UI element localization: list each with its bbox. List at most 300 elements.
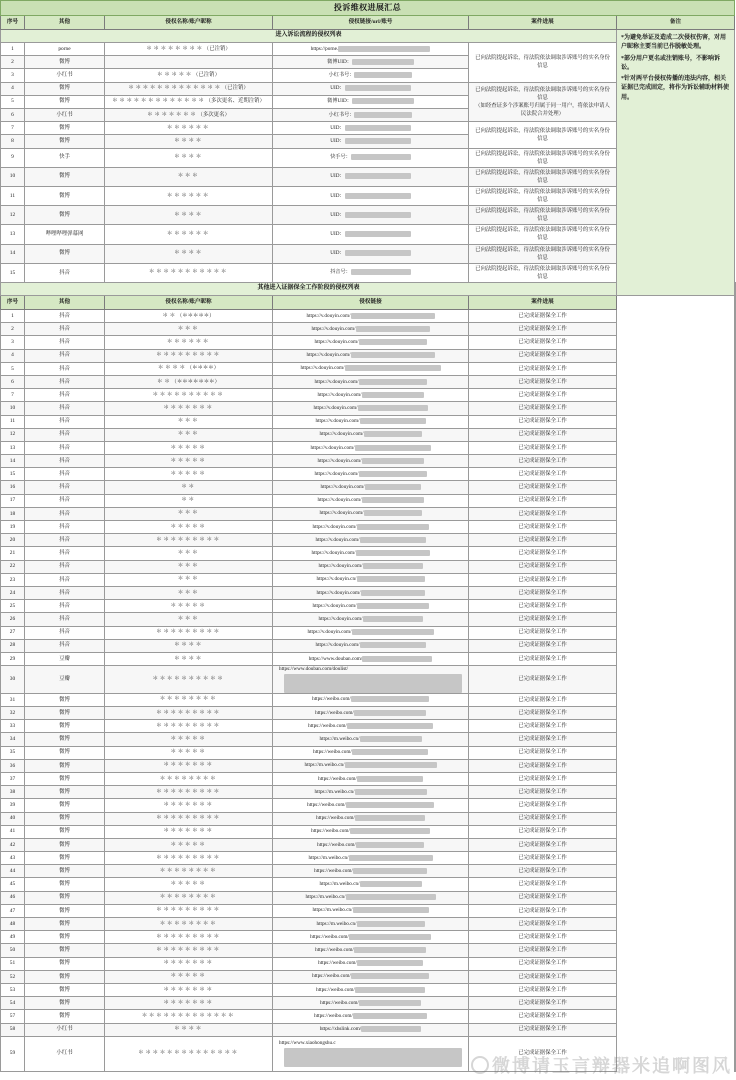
link-text: 快手号： [330,154,351,161]
redaction-mask [360,537,426,543]
cell-link[interactable] [273,825,469,838]
table-row[interactable] [1,310,736,323]
redaction-mask [355,987,425,993]
redacted-name: ＊＊ [157,378,172,385]
cell-seq: 47 [1,904,25,917]
cell-link[interactable] [273,43,469,56]
cell-platform: 微博 [25,56,105,69]
table-row[interactable] [1,666,736,694]
redacted-name: ＊＊＊＊＊＊＊ [163,986,214,993]
cell-link[interactable] [273,560,469,573]
table-row[interactable] [1,507,736,520]
redacted-name: ＊＊＊＊ [174,1026,203,1033]
cell-platform: 抖音 [25,455,105,468]
redacted-name: ＊＊＊ [177,615,200,622]
link-text: UID： [330,173,345,180]
table-row[interactable] [1,918,736,931]
notes-cell-secondary [735,283,736,1072]
cell-platform: 抖音 [25,626,105,639]
cell-account-name: ＊＊（＊＊＊＊＊＊＊） [105,375,273,388]
table-row[interactable] [1,573,736,586]
link-text: 微博UID： [327,98,352,105]
col-header-account-name-2: 侵权名称/账户昵称 [105,296,273,310]
cell-link[interactable] [273,481,469,494]
table-row[interactable] [1,481,736,494]
cell-link[interactable] [273,263,469,282]
note-line: *为避免举证及造成二次侵权伤害，对用户昵称主要当前已作脱敏处理。 [621,35,727,51]
cell-link[interactable] [273,206,469,225]
cell-link[interactable] [273,707,469,720]
table-row[interactable] [1,812,736,825]
redaction-mask [353,868,427,874]
cell-seq: 11 [1,415,25,428]
table-row[interactable] [1,323,736,336]
table-row[interactable] [1,707,736,720]
link-text: https://v.douyin.com/ [312,602,357,609]
redaction-mask [362,392,424,398]
table-row[interactable] [1,560,736,573]
table-row[interactable] [1,547,736,560]
table-row[interactable] [1,693,736,706]
cell-progress: 已完成证据保全工作 [469,652,617,665]
cell-seq: 1 [1,310,25,323]
cell-seq: 10 [1,167,25,186]
table-row[interactable] [1,759,736,772]
cell-platform: 小红书 [25,108,105,121]
cell-link[interactable] [273,772,469,785]
cell-link[interactable] [273,652,469,665]
table-row[interactable] [1,362,736,375]
table-row[interactable] [1,441,736,454]
cell-link[interactable] [273,402,469,415]
redaction-mask [365,484,421,490]
cell-seq: 7 [1,389,25,402]
redacted-name: ＊＊＊＊＊＊＊＊＊＊＊＊＊ [112,98,206,105]
table-row[interactable] [1,586,736,599]
link-text: https://www.xiaohongshu.c [279,1040,336,1047]
redaction-mask [362,458,424,464]
cell-link[interactable] [273,521,469,534]
cell-link[interactable] [273,838,469,851]
table-row[interactable] [1,746,736,759]
table-row[interactable] [1,733,736,746]
cell-progress: 已完成证据保全工作 [469,1010,617,1023]
table-row[interactable] [1,613,736,626]
redaction-mask [355,789,427,795]
table-row[interactable] [1,983,736,996]
cell-seq: 12 [1,206,25,225]
cell-link[interactable] [273,639,469,652]
note-line: *部分用户更名或注销账号，不影响诉讼。 [621,55,721,71]
redaction-mask [357,960,423,966]
redacted-name: ＊＊＊ [177,510,200,517]
cell-link[interactable] [273,720,469,733]
table-row[interactable] [1,534,736,547]
cell-account-name [105,852,273,865]
cell-link[interactable] [273,997,469,1010]
table-row[interactable] [1,389,736,402]
link-text: https://weibo.com/ [314,1013,353,1020]
col-header-platform-2: 其他 [25,296,105,310]
cell-link[interactable] [273,225,469,244]
table-row[interactable] [1,786,736,799]
table-row[interactable] [1,349,736,362]
cell-link[interactable] [273,613,469,626]
redacted-name: ＊＊ [181,484,196,491]
cell-link[interactable] [273,375,469,388]
redacted-name: ＊＊＊＊＊＊＊＊＊＊＊＊＊ [141,1012,236,1019]
table-row[interactable] [1,852,736,865]
cell-progress: 已完成证据保全工作 [469,838,617,851]
table-row[interactable] [1,428,736,441]
cell-link[interactable] [273,95,469,108]
redacted-name: ＊＊＊＊＊ [170,470,207,477]
cell-link[interactable] [273,323,469,336]
cell-progress: 已完成证据保全工作 [469,349,617,362]
cell-account-name [105,613,273,626]
redaction-mask [357,921,425,927]
cell-seq: 19 [1,521,25,534]
table-row[interactable] [1,891,736,904]
cell-platform: 微博 [25,904,105,917]
cell-link[interactable] [273,547,469,560]
redacted-name: ＊＊＊＊＊＊＊＊＊ [156,815,221,822]
cell-link[interactable] [273,108,469,121]
redacted-name: ＊＊＊＊＊＊＊＊＊ [156,854,221,861]
cell-link[interactable] [273,69,469,82]
cell-link[interactable] [273,666,469,694]
cell-account-name [105,693,273,706]
cell-link[interactable] [273,336,469,349]
cell-platform: 微博 [25,865,105,878]
cell-platform: 抖音 [25,263,105,282]
cell-link[interactable] [273,812,469,825]
cell-link[interactable] [273,468,469,481]
cell-progress: 已完成证据保全工作 [469,455,617,468]
cell-link[interactable] [273,455,469,468]
cell-link[interactable] [273,135,469,148]
cell-progress: 已完成证据保全工作 [469,878,617,891]
link-text: https://v.douyin.com/ [306,312,351,319]
cell-account-name: ＊＊＊＊（＊＊＊＊） [105,362,273,375]
table-row[interactable] [1,600,736,613]
cell-account-name [105,707,273,720]
cell-link[interactable] [273,362,469,375]
cell-progress: 已完成证据保全工作 [469,918,617,931]
link-text: https://v.douyin.com/ [314,339,359,346]
col-header-progress: 案件进展 [469,16,617,30]
cell-link[interactable] [273,759,469,772]
cell-account-name [105,786,273,799]
table-row[interactable] [1,772,736,785]
cell-link[interactable] [273,534,469,547]
link-text: https://weibo.com/ [312,696,351,703]
cell-account-name [105,547,273,560]
cell-link[interactable] [273,1036,469,1071]
cell-link[interactable] [273,56,469,69]
cell-platform: 微博 [25,746,105,759]
redaction-mask [354,947,426,953]
redacted-name: ＊＊＊＊＊ [170,457,207,464]
redaction-mask [357,776,423,782]
cell-account-name [105,891,273,904]
table-row[interactable] [1,931,736,944]
cell-seq: 14 [1,455,25,468]
redacted-name: ＊＊＊＊＊＊＊＊＊＊＊ [148,269,229,276]
cell-link[interactable] [273,891,469,904]
cell-account-name [105,733,273,746]
table-row[interactable] [1,720,736,733]
table-row[interactable] [1,375,736,388]
redaction-mask [345,138,411,144]
table-row[interactable] [1,652,736,665]
table-row[interactable] [1,799,736,812]
cell-account-name: ＊＊＊＊＊＊＊＊＊＊＊＊＊（多次更名、近期注销） [105,95,273,108]
redaction-mask [359,1000,421,1006]
link-text: https://m.weibo.cn/ [319,881,360,888]
redaction-mask [358,405,428,411]
cell-platform: 微博 [25,918,105,931]
cell-link[interactable] [273,799,469,812]
table-row[interactable] [1,626,736,639]
cell-account-name: ＊＊＊＊＊＊＊＊（已注销） [105,43,273,56]
table-row[interactable] [1,957,736,970]
cell-platform: 抖音 [25,494,105,507]
cell-link[interactable] [273,904,469,917]
cell-link[interactable] [273,957,469,970]
cell-link[interactable] [273,573,469,586]
cell-link[interactable] [273,693,469,706]
cell-link[interactable] [273,944,469,957]
cell-seq: 52 [1,970,25,983]
cell-seq: 27 [1,626,25,639]
table-row[interactable] [1,878,736,891]
link-text: https://v.douyin.com/ [317,497,362,504]
cell-link[interactable] [273,415,469,428]
cell-account-name [105,455,273,468]
cell-link[interactable] [273,441,469,454]
redaction-mask [356,550,430,556]
redaction-mask [345,231,411,237]
cell-account-name [105,586,273,599]
cell-account-name: ＊＊＊＊＊＊＊（多次更名） [105,108,273,121]
cell-progress: 已向法院提起诉讼，待法院依法调取涉诉账号的实名身份信息 [469,225,617,244]
cell-platform: 抖音 [25,362,105,375]
cell-link[interactable] [273,244,469,263]
table-row[interactable] [1,1023,736,1036]
link-text: https://m.weibo.cn/ [304,762,345,769]
table-row[interactable] [1,970,736,983]
cell-account-name [105,957,273,970]
cell-seq: 36 [1,759,25,772]
cell-progress: 已完成证据保全工作 [469,865,617,878]
cell-link[interactable] [273,349,469,362]
cell-link[interactable] [273,167,469,186]
redacted-name: ＊＊＊＊＊＊＊ [163,960,214,967]
cell-platform: 抖音 [25,349,105,362]
cell-progress: 已完成证据保全工作 [469,573,617,586]
table-row[interactable] [1,468,736,481]
cell-link[interactable] [273,82,469,95]
cell-account-name [105,402,273,415]
cell-link[interactable] [273,428,469,441]
cell-account-name [105,56,273,69]
link-text: https://m.weibo.cn/ [316,920,357,927]
cell-link[interactable] [273,494,469,507]
redacted-name: ＊＊ [162,312,177,319]
notes-cell-main [617,30,735,296]
cell-progress: 已完成证据保全工作 [469,970,617,983]
cell-link[interactable] [273,970,469,983]
redaction-mask [352,59,414,65]
cell-seq: 25 [1,600,25,613]
cell-link[interactable] [273,931,469,944]
link-text: https://m.weibo.cn/ [319,736,360,743]
link-text: 小红书号： [328,111,355,118]
redacted-name: ＊＊＊ [177,325,200,332]
table-row[interactable] [1,838,736,851]
cell-platform: 抖音 [25,507,105,520]
cell-progress: 已完成证据保全工作 [469,481,617,494]
section-title-1: 进入诉讼流程的侵权列表 [1,30,617,43]
cell-link[interactable] [273,626,469,639]
link-text: UID： [330,250,345,257]
redacted-name: ＊＊＊＊ [174,642,203,649]
cell-account-name [105,652,273,665]
cell-progress: 已完成证据保全工作 [469,613,617,626]
redacted-name: ＊＊＊＊＊＊＊＊＊ [156,722,221,729]
redacted-name: ＊＊＊＊＊＊ [166,230,211,237]
redaction-mask [350,828,430,834]
table-row[interactable] [1,494,736,507]
cell-link[interactable] [273,852,469,865]
cell-seq: 22 [1,560,25,573]
redaction-mask [351,696,429,702]
redaction-mask [346,802,434,808]
redaction-mask [346,894,436,900]
table-row[interactable] [1,1010,736,1023]
table-row[interactable] [1,455,736,468]
table-row[interactable] [1,865,736,878]
cell-progress: 已完成证据保全工作 [469,997,617,1010]
cell-progress: 已完成证据保全工作 [469,468,617,481]
cell-platform: 抖音 [25,639,105,652]
cell-platform: 微博 [25,812,105,825]
cell-seq: 51 [1,957,25,970]
link-text: https://weibo.com/ [314,868,353,875]
table-row[interactable] [1,825,736,838]
link-text: https://weibo.com/ [320,999,359,1006]
cell-account-name [105,336,273,349]
cell-link[interactable] [273,310,469,323]
redaction-mask [357,576,425,582]
cell-link[interactable] [273,918,469,931]
cell-seq: 2 [1,56,25,69]
cell-link[interactable] [273,983,469,996]
link-text: https://v.douyin.com/ [311,326,356,333]
table-row[interactable] [1,944,736,957]
cell-platform: 小红书 [25,69,105,82]
cell-account-name [105,666,273,694]
table-row[interactable] [1,904,736,917]
cell-platform: 微博 [25,983,105,996]
cell-progress: 已完成证据保全工作 [469,586,617,599]
redacted-name: ＊＊＊＊＊＊＊＊ [159,920,218,927]
cell-account-name [105,878,273,891]
redacted-name: ＊＊＊＊＊＊ [166,339,211,345]
cell-progress: 已向法院提起诉讼，待法院依法调取涉诉账号的实名身份信息 （如经查证多个涉案账号归属于同一用户，将依法申请人民法院合并处理） [469,82,617,122]
table-row[interactable] [1,1036,736,1071]
cell-seq: 48 [1,918,25,931]
link-text: https://v.douyin.com/ [317,457,362,464]
cell-seq: 30 [1,666,25,694]
cell-link[interactable] [273,586,469,599]
cell-link[interactable] [273,878,469,891]
cell-seq: 45 [1,878,25,891]
cell-account-name [105,865,273,878]
cell-link[interactable] [273,600,469,613]
link-text: https://weibo.com/ [318,775,357,782]
redacted-name: ＊＊＊＊ [174,137,203,144]
redacted-name: ＊＊＊＊ [157,365,187,372]
link-text: https://v.douyin.com/ [311,550,356,557]
cell-link[interactable] [273,733,469,746]
redacted-name: ＊＊＊＊＊ [170,602,207,609]
cell-seq: 37 [1,772,25,785]
cell-link[interactable] [273,507,469,520]
cell-account-name [105,323,273,336]
cell-link[interactable] [273,148,469,167]
table-row[interactable] [1,997,736,1010]
redaction-mask [355,445,431,451]
table-row[interactable] [1,639,736,652]
cell-account-name [105,799,273,812]
table-row[interactable] [1,336,736,349]
cell-link[interactable] [273,1023,469,1036]
table-row[interactable] [1,521,736,534]
cell-link[interactable] [273,186,469,205]
table-row[interactable] [1,402,736,415]
table-row[interactable] [1,415,736,428]
cell-platform: 微博 [25,957,105,970]
redacted-name: ＊＊＊＊＊ [170,736,207,742]
table-body [1,1,736,1072]
cell-link[interactable] [273,786,469,799]
cell-account-name [105,970,273,983]
watermark-text: 微博请玉言辩器米追啊图风 [492,1056,732,1076]
cell-account-name [105,263,273,282]
cell-link[interactable] [273,1010,469,1023]
cell-link[interactable] [273,746,469,759]
redaction-mask [357,524,429,530]
redaction-mask [345,212,411,218]
redaction-mask [345,85,411,91]
cell-link[interactable] [273,122,469,135]
redaction-mask [361,1026,421,1032]
cell-link[interactable] [273,865,469,878]
cell-platform: 微博 [25,244,105,263]
redacted-name: ＊＊＊＊＊ [170,841,207,848]
cell-progress: 已完成证据保全工作 [469,639,617,652]
cell-platform: 微博 [25,167,105,186]
cell-seq: 1 [1,43,25,56]
link-text: https://xhslink.com/ [319,1026,362,1033]
cell-link[interactable] [273,389,469,402]
table-header-row [1,16,736,30]
cell-progress: 已向法院提起诉讼，待法院依法调取涉诉账号的实名身份信息 [469,43,617,83]
cell-progress: 已完成证据保全工作 [469,931,617,944]
cell-seq: 6 [1,108,25,121]
